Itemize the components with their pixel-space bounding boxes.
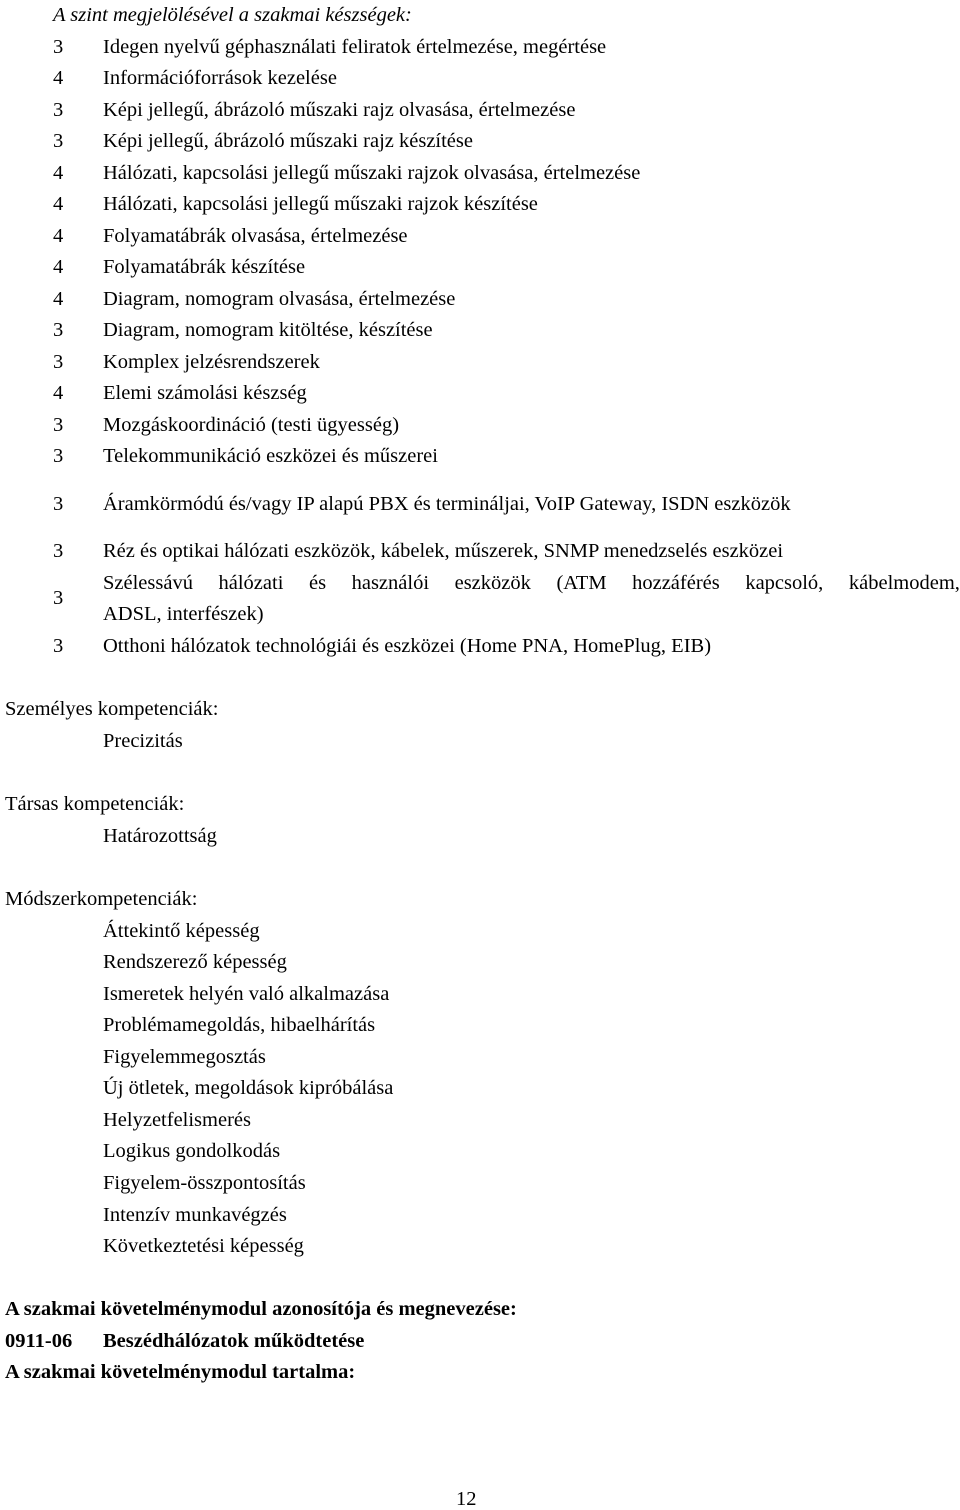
skill-text: Hálózati, kapcsolási jellegű műszaki rajzok olvasása, értelmezése <box>103 162 641 184</box>
skill-text: Folyamatábrák olvasása, értelmezése <box>103 225 408 247</box>
method-item: Rendszerező képesség <box>103 951 287 973</box>
skill-text: Képi jellegű, ábrázoló műszaki rajz készítése <box>103 130 473 152</box>
skill-level: 4 <box>53 382 64 404</box>
skill-level: 3 <box>53 540 64 562</box>
skill-word: (ATM <box>556 572 607 594</box>
skill-level: 4 <box>53 193 64 215</box>
skill-level: 3 <box>53 351 64 373</box>
skill-text: Hálózati, kapcsolási jellegű műszaki rajzok készítése <box>103 193 538 215</box>
skill-level: 4 <box>53 225 64 247</box>
method-item: Következtetési képesség <box>103 1235 304 1257</box>
skills-heading: A szint megjelölésével a szakmai készségek: <box>53 4 412 26</box>
skill-text: Diagram, nomogram kitöltése, készítése <box>103 319 433 341</box>
skill-text: Információforrások kezelése <box>103 67 337 89</box>
method-item: Logikus gondolkodás <box>103 1140 281 1162</box>
method-item: Intenzív munkavégzés <box>103 1204 287 1226</box>
skill-text-line2: ADSL, interfészek) <box>103 603 264 625</box>
method-item: Problémamegoldás, hibaelhárítás <box>103 1014 376 1036</box>
skill-level: 4 <box>53 67 64 89</box>
module-name: Beszédhálózatok működtetése <box>103 1330 365 1352</box>
social-item: Határozottság <box>103 825 217 847</box>
skill-level: 4 <box>53 288 64 310</box>
personal-heading: Személyes kompetenciák: <box>5 698 219 720</box>
skill-level: 4 <box>53 256 64 278</box>
skill-text: Telekommunikáció eszközei és műszerei <box>103 445 438 467</box>
skill-level: 3 <box>53 445 64 467</box>
method-item: Ismeretek helyén való alkalmazása <box>103 983 390 1005</box>
skill-word: Szélessávú <box>103 572 193 594</box>
skill-text: Folyamatábrák készítése <box>103 256 306 278</box>
skill-level: 3 <box>53 587 64 609</box>
method-item: Áttekintő képesség <box>103 920 260 942</box>
skill-text: Mozgáskoordináció (testi ügyesség) <box>103 414 400 436</box>
skill-level: 3 <box>53 493 64 515</box>
skill-text: Réz és optikai hálózati eszközök, kábelek, műszerek, SNMP menedzselés eszközei <box>103 540 784 562</box>
skill-level: 3 <box>53 414 64 436</box>
skill-text-line1 <box>103 573 960 594</box>
skill-level: 3 <box>53 99 64 121</box>
skill-level: 4 <box>53 162 64 184</box>
page-number: 12 <box>456 1488 477 1510</box>
skill-level: 3 <box>53 635 64 657</box>
personal-item: Precizitás <box>103 730 183 752</box>
social-heading: Társas kompetenciák: <box>5 793 185 815</box>
module-code: 0911-06 <box>5 1330 73 1352</box>
skill-level: 3 <box>53 319 64 341</box>
skill-word: kapcsoló, <box>745 572 824 594</box>
method-item: Figyelem-összpontosítás <box>103 1172 306 1194</box>
skill-text: Képi jellegű, ábrázoló műszaki rajz olvasása, értelmezése <box>103 99 576 121</box>
method-item: Új ötletek, megoldások kipróbálása <box>103 1077 394 1099</box>
skill-text: Áramkörmódú és/vagy IP alapú PBX és termináljai, VoIP Gateway, ISDN eszközök <box>103 493 791 515</box>
method-heading: Módszerkompetenciák: <box>5 888 198 910</box>
module-id-heading: A szakmai követelménymodul azonosítója és megnevezése: <box>5 1298 517 1320</box>
skill-word: hozzáférés <box>632 572 720 594</box>
skill-text: Diagram, nomogram olvasása, értelmezése <box>103 288 456 310</box>
skill-level: 3 <box>53 36 64 58</box>
skill-word: eszközök <box>454 572 531 594</box>
skill-text: Otthoni hálózatok technológiái és eszközei (Home PNA, HomePlug, EIB) <box>103 635 712 657</box>
skill-word: hálózati <box>218 572 284 594</box>
method-item: Helyzetfelismerés <box>103 1109 251 1131</box>
module-content-heading: A szakmai követelménymodul tartalma: <box>5 1361 356 1383</box>
skill-text: Idegen nyelvű géphasználati feliratok értelmezése, megértése <box>103 36 607 58</box>
skill-word: használói <box>351 572 430 594</box>
method-item: Figyelemmegosztás <box>103 1046 266 1068</box>
skill-word: kábelmodem, <box>848 572 960 594</box>
skill-level: 3 <box>53 130 64 152</box>
skill-word: és <box>308 572 327 594</box>
skill-text: Elemi számolási készség <box>103 382 307 404</box>
skill-text: Komplex jelzésrendszerek <box>103 351 320 373</box>
